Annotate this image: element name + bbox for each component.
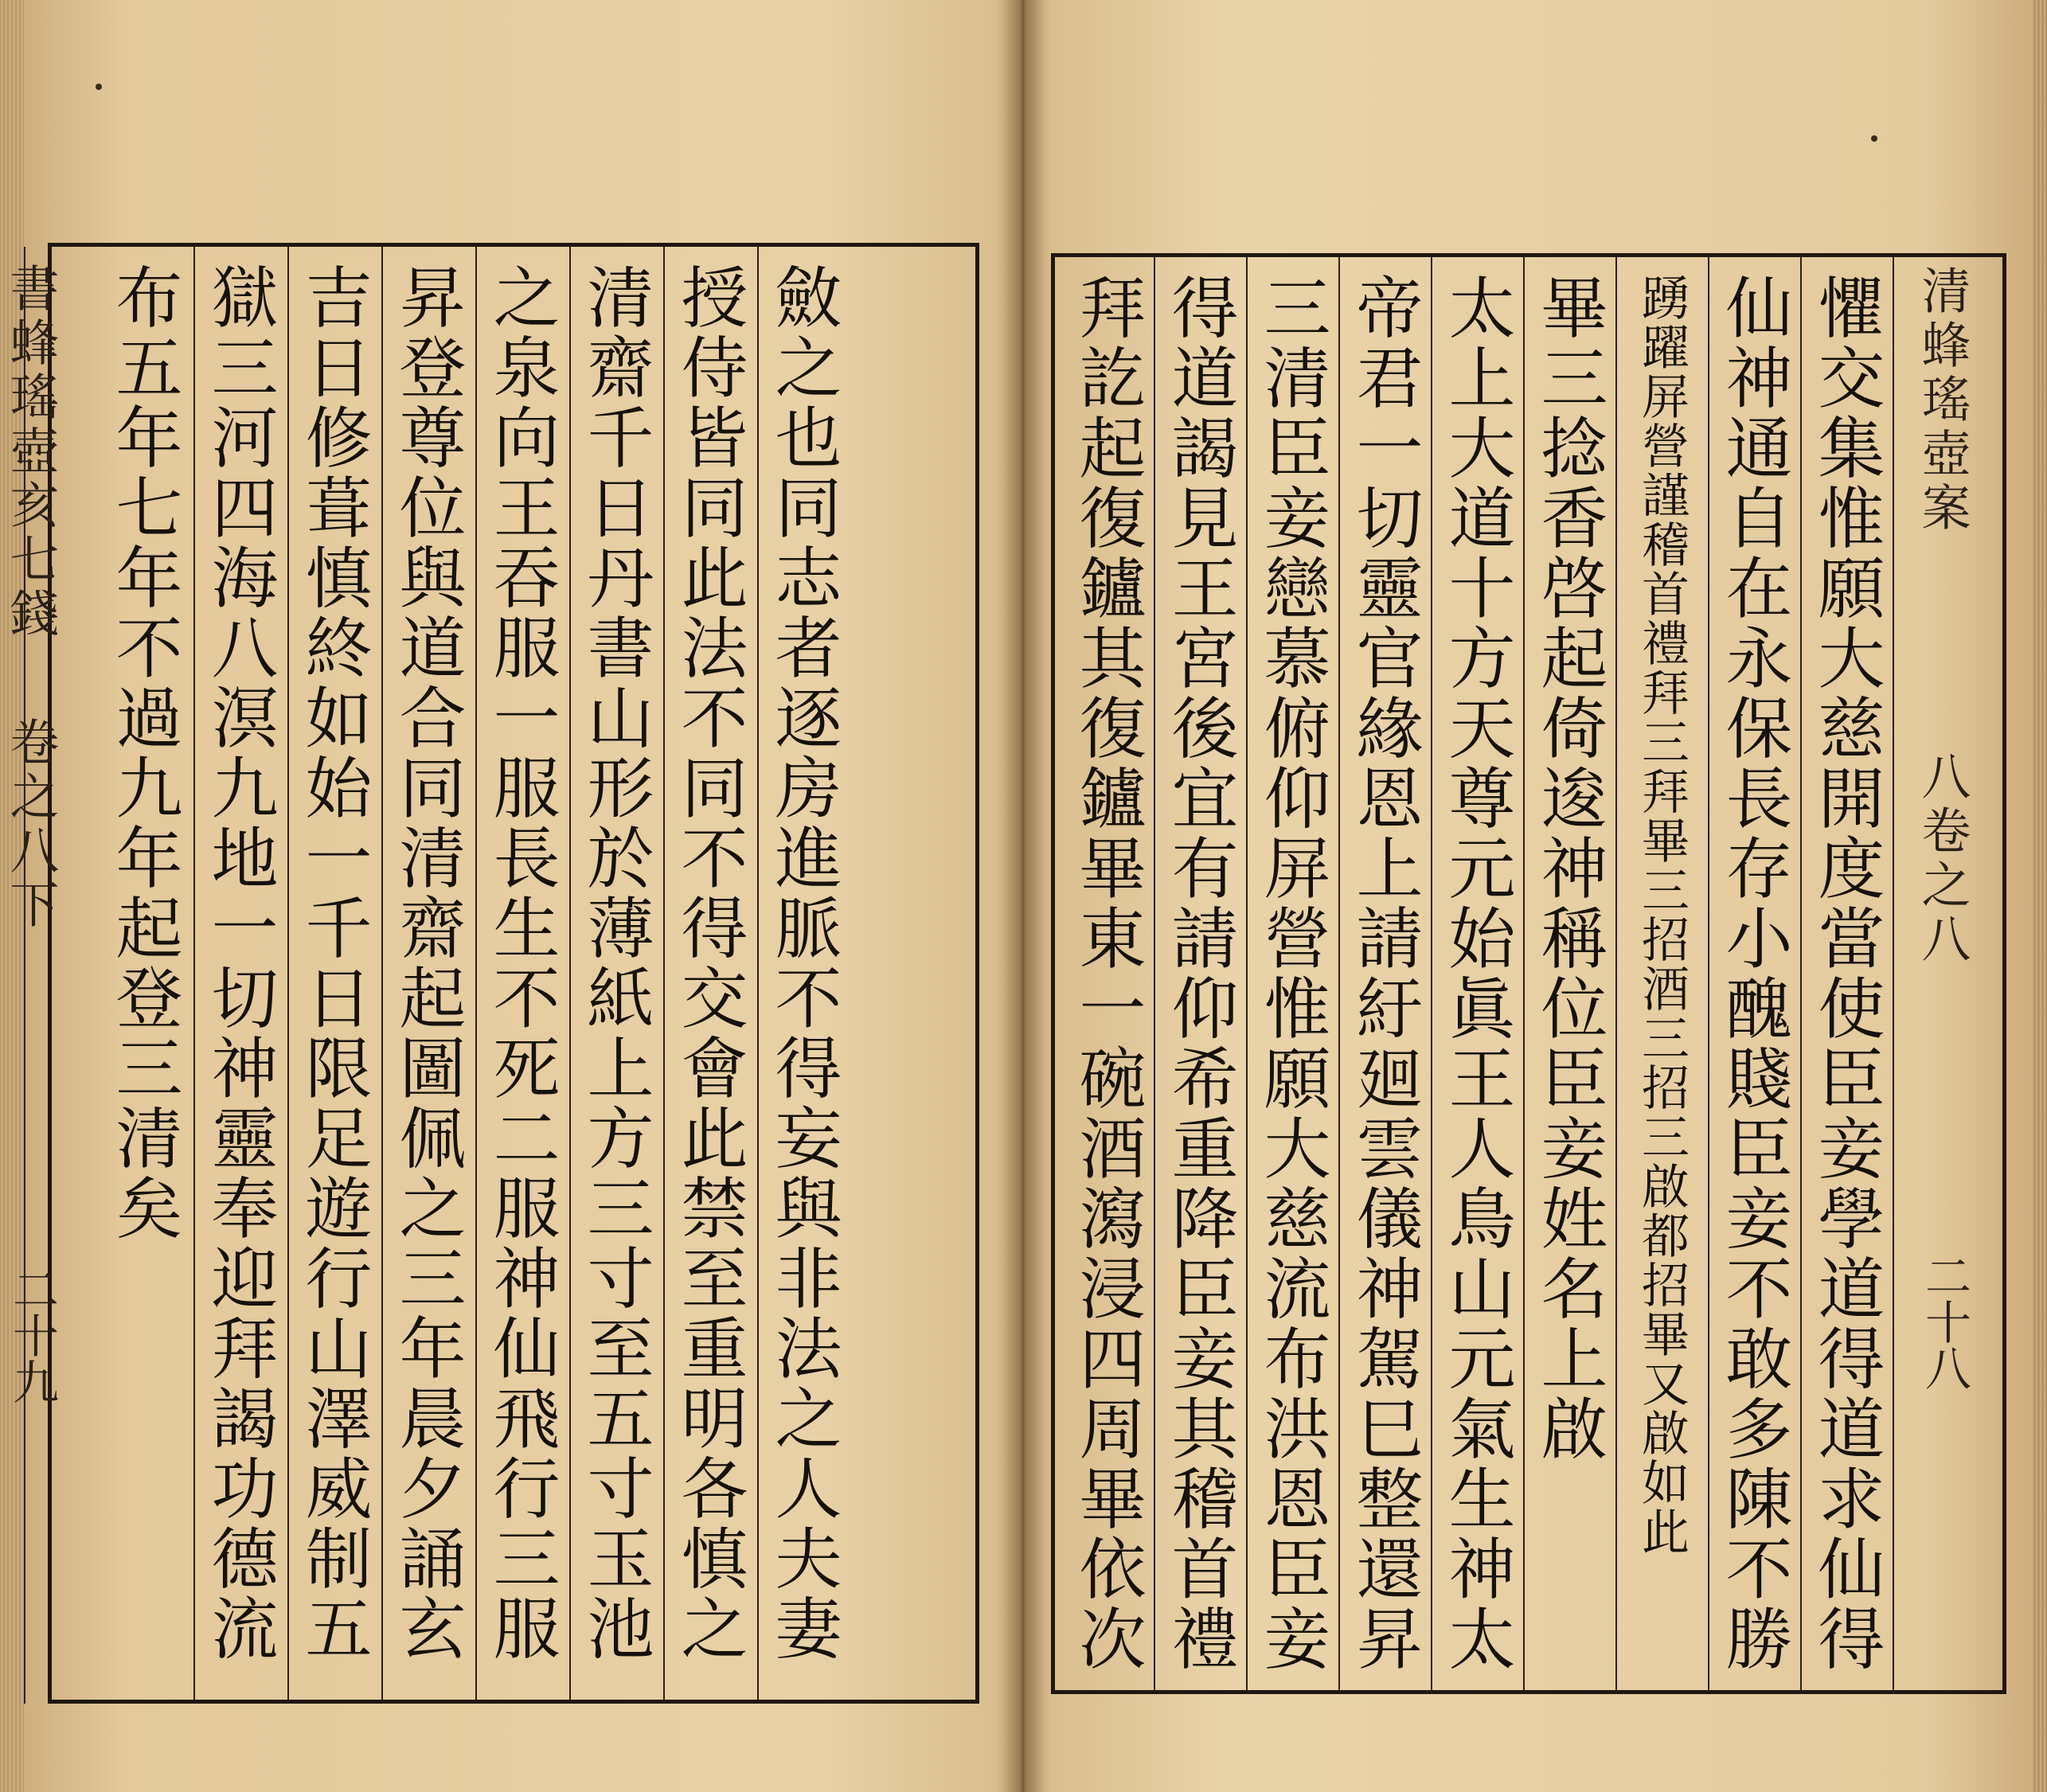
text-column [1617, 257, 1706, 1690]
paper-speck [1871, 135, 1877, 142]
left-text-frame [48, 243, 979, 1704]
text-column [1709, 257, 1799, 1690]
column-text: 帝君一切靈官緣恩上請紆廻雲儀神駕巳整還昇 [1346, 273, 1424, 1674]
column-text: 布五年七年不過九年起登三清矣 [105, 263, 183, 1243]
text-column [195, 247, 284, 1700]
column-text: 吉日修葺慎終如始一千日限足遊行山澤威制五 [295, 263, 373, 1664]
column-text: 懼交集惟願大慈開度當使臣妾學道得道求仙得 [1807, 273, 1885, 1674]
column-text: 斂之也同志者逐房進脈不得妄與非法之人夫妻 [764, 263, 842, 1664]
column-text: 授侍皆同此法不同不得交會此禁至重明各慎之 [670, 263, 748, 1664]
folio-number: 二十九 [5, 1266, 59, 1404]
left-page [0, 0, 1019, 1792]
column-text: 仙神通自在永保長存小醜賤臣妾不敢多陳不勝 [1715, 273, 1793, 1674]
text-column [1155, 257, 1244, 1690]
text-column [571, 247, 660, 1700]
text-column [1063, 257, 1152, 1690]
column-text: 得道謁見王宮後宜有請仰希重降臣妾其稽首禮 [1161, 273, 1239, 1674]
column-text: 太上大道十方天尊元始眞王人鳥山元氣生神太 [1438, 273, 1516, 1674]
text-column [1525, 257, 1614, 1690]
text-column [383, 247, 472, 1700]
column-text: 之泉向王吞服一服長生不死二服神仙飛行三服 [482, 263, 561, 1664]
paper-speck [96, 84, 102, 90]
banner-title: 清蜂瑤壺案 [1913, 265, 1971, 536]
text-column [477, 247, 566, 1700]
column-text: 畢三捻香啓起倚逡神稱位臣妾姓名上啟 [1530, 273, 1608, 1464]
column-text: 清齋千日丹書山形於薄紙上方三寸至五寸玉池 [576, 263, 654, 1664]
banner-volume: 卷之八下 [2, 716, 60, 933]
column-rule [1893, 257, 1894, 1690]
banner-title: 書蜂瑤壺亥七錢 [2, 263, 60, 642]
text-column [1248, 257, 1337, 1690]
text-column [289, 247, 378, 1700]
text-column [100, 247, 189, 1700]
right-text-frame [1051, 253, 2006, 1694]
text-column [665, 247, 754, 1700]
column-text: 獄三河四海八溟九地一切神靈奉迎拜謁功德流 [201, 263, 279, 1664]
column-text: 三清臣妾戀慕俯仰屏營惟願大慈流布洪恩臣妾 [1253, 273, 1331, 1674]
folio-number: 二十八 [1917, 1252, 1971, 1391]
column-text: 昇登尊位與道合同清齋起圖佩之三年晨夕誦玄 [389, 263, 467, 1664]
text-column [759, 247, 848, 1700]
banner-volume: 八卷之八 [1913, 751, 1971, 967]
column-text: 踴躍屏營謹稽首禮拜三拜畢三招酒三招三啟都招畢又啟如此 [1634, 273, 1690, 1556]
text-column [1802, 257, 1891, 1690]
text-column [1432, 257, 1522, 1690]
text-column [1340, 257, 1429, 1690]
column-text: 拜訖起復鑪其復鑪畢東一碗酒瀉浸四周畢依次 [1068, 273, 1147, 1674]
